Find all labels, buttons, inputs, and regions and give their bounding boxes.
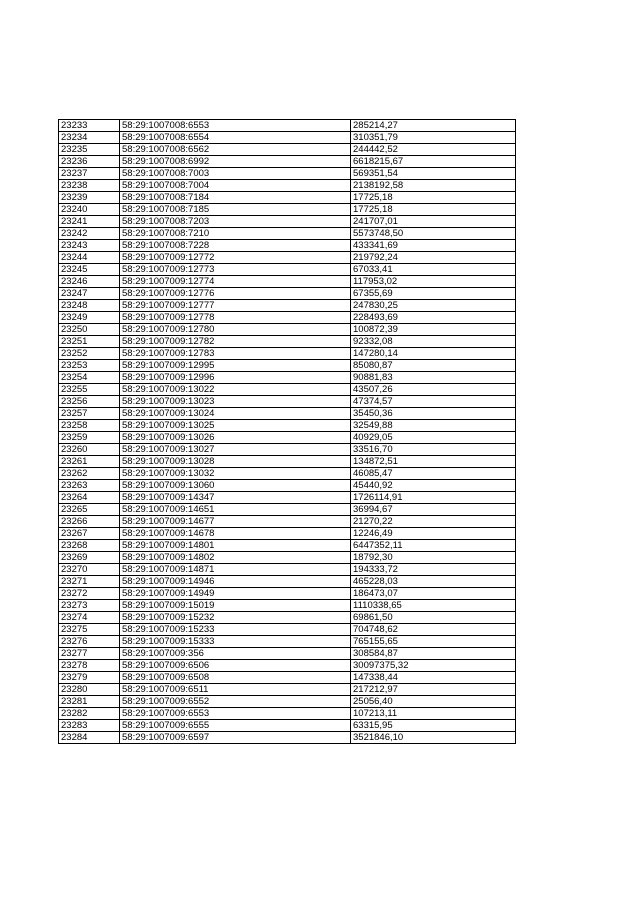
value-cell: 241707,01 xyxy=(351,216,516,228)
cadastral-number-cell: 58:29:1007009:13060 xyxy=(120,480,351,492)
row-number-cell: 23284 xyxy=(59,732,120,744)
table-row xyxy=(59,144,516,156)
value-cell: 17725,18 xyxy=(351,204,516,216)
cadastral-number-cell: 58:29:1007009:14871 xyxy=(120,564,351,576)
table-row xyxy=(59,600,516,612)
table-row xyxy=(59,264,516,276)
cadastral-number-cell: 58:29:1007009:356 xyxy=(120,648,351,660)
cadastral-number-cell: 58:29:1007008:7004 xyxy=(120,180,351,192)
table-row xyxy=(59,552,516,564)
row-number-cell: 23253 xyxy=(59,360,120,372)
cadastral-number-cell: 58:29:1007009:12995 xyxy=(120,360,351,372)
value-cell: 85080,87 xyxy=(351,360,516,372)
row-number-cell: 23280 xyxy=(59,684,120,696)
row-number-cell: 23250 xyxy=(59,324,120,336)
cadastral-number-cell: 58:29:1007009:6555 xyxy=(120,720,351,732)
value-cell: 219792,24 xyxy=(351,252,516,264)
table-row xyxy=(59,180,516,192)
table-row xyxy=(59,528,516,540)
table-row xyxy=(59,564,516,576)
value-cell: 92332,08 xyxy=(351,336,516,348)
cadastral-number-cell: 58:29:1007009:12783 xyxy=(120,348,351,360)
cadastral-number-cell: 58:29:1007008:7210 xyxy=(120,228,351,240)
data-table xyxy=(58,119,516,744)
row-number-cell: 23249 xyxy=(59,312,120,324)
row-number-cell: 23258 xyxy=(59,420,120,432)
cadastral-number-cell: 58:29:1007009:6597 xyxy=(120,732,351,744)
value-cell: 17725,18 xyxy=(351,192,516,204)
cadastral-number-cell: 58:29:1007009:14347 xyxy=(120,492,351,504)
cadastral-number-cell: 58:29:1007009:12780 xyxy=(120,324,351,336)
row-number-cell: 23272 xyxy=(59,588,120,600)
table-row xyxy=(59,336,516,348)
value-cell: 67033,41 xyxy=(351,264,516,276)
row-number-cell: 23278 xyxy=(59,660,120,672)
value-cell: 247830,25 xyxy=(351,300,516,312)
value-cell: 310351,79 xyxy=(351,132,516,144)
table-row xyxy=(59,708,516,720)
value-cell: 244442,52 xyxy=(351,144,516,156)
cadastral-number-cell: 58:29:1007009:6506 xyxy=(120,660,351,672)
cadastral-number-cell: 58:29:1007008:7228 xyxy=(120,240,351,252)
cadastral-number-cell: 58:29:1007009:13026 xyxy=(120,432,351,444)
row-number-cell: 23281 xyxy=(59,696,120,708)
table-row xyxy=(59,588,516,600)
value-cell: 569351,54 xyxy=(351,168,516,180)
table-body xyxy=(59,120,516,744)
table-row xyxy=(59,192,516,204)
value-cell: 704748,62 xyxy=(351,624,516,636)
value-cell: 35450,36 xyxy=(351,408,516,420)
row-number-cell: 23244 xyxy=(59,252,120,264)
value-cell: 308584,87 xyxy=(351,648,516,660)
cadastral-number-cell: 58:29:1007009:14677 xyxy=(120,516,351,528)
row-number-cell: 23248 xyxy=(59,300,120,312)
table-row xyxy=(59,132,516,144)
row-number-cell: 23259 xyxy=(59,432,120,444)
table-row xyxy=(59,120,516,132)
table-row xyxy=(59,576,516,588)
table-row xyxy=(59,480,516,492)
table-row xyxy=(59,540,516,552)
row-number-cell: 23247 xyxy=(59,288,120,300)
cadastral-number-cell: 58:29:1007009:12776 xyxy=(120,288,351,300)
row-number-cell: 23246 xyxy=(59,276,120,288)
row-number-cell: 23235 xyxy=(59,144,120,156)
row-number-cell: 23266 xyxy=(59,516,120,528)
table-row xyxy=(59,672,516,684)
table-row xyxy=(59,684,516,696)
table-row xyxy=(59,660,516,672)
row-number-cell: 23273 xyxy=(59,600,120,612)
cadastral-number-cell: 58:29:1007009:12996 xyxy=(120,372,351,384)
value-cell: 3521846,10 xyxy=(351,732,516,744)
cadastral-number-cell: 58:29:1007009:12774 xyxy=(120,276,351,288)
row-number-cell: 23261 xyxy=(59,456,120,468)
value-cell: 194333,72 xyxy=(351,564,516,576)
table-row xyxy=(59,240,516,252)
table-row xyxy=(59,384,516,396)
cadastral-number-cell: 58:29:1007009:12782 xyxy=(120,336,351,348)
value-cell: 25056,40 xyxy=(351,696,516,708)
table-row xyxy=(59,168,516,180)
table-row xyxy=(59,648,516,660)
cadastral-number-cell: 58:29:1007009:13027 xyxy=(120,444,351,456)
row-number-cell: 23268 xyxy=(59,540,120,552)
table-row xyxy=(59,612,516,624)
row-number-cell: 23283 xyxy=(59,720,120,732)
value-cell: 1726114,91 xyxy=(351,492,516,504)
row-number-cell: 23262 xyxy=(59,468,120,480)
cadastral-number-cell: 58:29:1007009:14801 xyxy=(120,540,351,552)
cadastral-number-cell: 58:29:1007008:6562 xyxy=(120,144,351,156)
row-number-cell: 23267 xyxy=(59,528,120,540)
value-cell: 433341,69 xyxy=(351,240,516,252)
value-cell: 465228,03 xyxy=(351,576,516,588)
table-row xyxy=(59,324,516,336)
value-cell: 100872,39 xyxy=(351,324,516,336)
table-row xyxy=(59,720,516,732)
row-number-cell: 23241 xyxy=(59,216,120,228)
cadastral-number-cell: 58:29:1007009:13023 xyxy=(120,396,351,408)
row-number-cell: 23254 xyxy=(59,372,120,384)
table-row xyxy=(59,204,516,216)
table-row xyxy=(59,372,516,384)
table-row xyxy=(59,288,516,300)
cadastral-number-cell: 58:29:1007009:13032 xyxy=(120,468,351,480)
table-row xyxy=(59,696,516,708)
cadastral-number-cell: 58:29:1007009:12772 xyxy=(120,252,351,264)
cadastral-number-cell: 58:29:1007009:13024 xyxy=(120,408,351,420)
value-cell: 36994,67 xyxy=(351,504,516,516)
cadastral-number-cell: 58:29:1007009:15233 xyxy=(120,624,351,636)
table-row xyxy=(59,636,516,648)
cadastral-number-cell: 58:29:1007009:6508 xyxy=(120,672,351,684)
table-row xyxy=(59,312,516,324)
row-number-cell: 23251 xyxy=(59,336,120,348)
row-number-cell: 23242 xyxy=(59,228,120,240)
table-row xyxy=(59,432,516,444)
value-cell: 285214,27 xyxy=(351,120,516,132)
value-cell: 147338,44 xyxy=(351,672,516,684)
cadastral-number-cell: 58:29:1007009:13025 xyxy=(120,420,351,432)
row-number-cell: 23279 xyxy=(59,672,120,684)
row-number-cell: 23275 xyxy=(59,624,120,636)
value-cell: 217212,97 xyxy=(351,684,516,696)
value-cell: 6618215,67 xyxy=(351,156,516,168)
row-number-cell: 23233 xyxy=(59,120,120,132)
row-number-cell: 23257 xyxy=(59,408,120,420)
row-number-cell: 23238 xyxy=(59,180,120,192)
value-cell: 147280,14 xyxy=(351,348,516,360)
row-number-cell: 23276 xyxy=(59,636,120,648)
value-cell: 33516,70 xyxy=(351,444,516,456)
table-row xyxy=(59,420,516,432)
value-cell: 134872,51 xyxy=(351,456,516,468)
row-number-cell: 23260 xyxy=(59,444,120,456)
value-cell: 30097375,32 xyxy=(351,660,516,672)
value-cell: 47374,57 xyxy=(351,396,516,408)
value-cell: 186473,07 xyxy=(351,588,516,600)
cadastral-number-cell: 58:29:1007008:6553 xyxy=(120,120,351,132)
row-number-cell: 23240 xyxy=(59,204,120,216)
cadastral-number-cell: 58:29:1007009:6552 xyxy=(120,696,351,708)
row-number-cell: 23269 xyxy=(59,552,120,564)
table-row xyxy=(59,396,516,408)
value-cell: 765155,65 xyxy=(351,636,516,648)
table-row xyxy=(59,492,516,504)
value-cell: 67355,69 xyxy=(351,288,516,300)
value-cell: 90881,83 xyxy=(351,372,516,384)
cadastral-number-cell: 58:29:1007009:6553 xyxy=(120,708,351,720)
row-number-cell: 23234 xyxy=(59,132,120,144)
row-number-cell: 23271 xyxy=(59,576,120,588)
table-row xyxy=(59,468,516,480)
value-cell: 107213,11 xyxy=(351,708,516,720)
table-row xyxy=(59,408,516,420)
cadastral-number-cell: 58:29:1007008:7203 xyxy=(120,216,351,228)
table-row xyxy=(59,216,516,228)
cadastral-number-cell: 58:29:1007009:14651 xyxy=(120,504,351,516)
cadastral-number-cell: 58:29:1007009:12777 xyxy=(120,300,351,312)
row-number-cell: 23282 xyxy=(59,708,120,720)
table-row xyxy=(59,252,516,264)
value-cell: 228493,69 xyxy=(351,312,516,324)
value-cell: 12246,49 xyxy=(351,528,516,540)
cadastral-number-cell: 58:29:1007009:14802 xyxy=(120,552,351,564)
cadastral-number-cell: 58:29:1007008:7185 xyxy=(120,204,351,216)
table-row xyxy=(59,504,516,516)
row-number-cell: 23277 xyxy=(59,648,120,660)
value-cell: 32549,88 xyxy=(351,420,516,432)
table-row xyxy=(59,444,516,456)
value-cell: 117953,02 xyxy=(351,276,516,288)
row-number-cell: 23255 xyxy=(59,384,120,396)
cadastral-number-cell: 58:29:1007009:13022 xyxy=(120,384,351,396)
table-row xyxy=(59,156,516,168)
table-row xyxy=(59,276,516,288)
row-number-cell: 23256 xyxy=(59,396,120,408)
value-cell: 69861,50 xyxy=(351,612,516,624)
value-cell: 63315,95 xyxy=(351,720,516,732)
table-row xyxy=(59,732,516,744)
cadastral-number-cell: 58:29:1007009:15019 xyxy=(120,600,351,612)
cadastral-number-cell: 58:29:1007009:14949 xyxy=(120,588,351,600)
cadastral-number-cell: 58:29:1007009:6511 xyxy=(120,684,351,696)
value-cell: 5573748,50 xyxy=(351,228,516,240)
table-row xyxy=(59,360,516,372)
table-row xyxy=(59,456,516,468)
value-cell: 1110338,65 xyxy=(351,600,516,612)
value-cell: 43507,26 xyxy=(351,384,516,396)
row-number-cell: 23263 xyxy=(59,480,120,492)
cadastral-number-cell: 58:29:1007008:7003 xyxy=(120,168,351,180)
row-number-cell: 23252 xyxy=(59,348,120,360)
row-number-cell: 23236 xyxy=(59,156,120,168)
table-row xyxy=(59,624,516,636)
row-number-cell: 23265 xyxy=(59,504,120,516)
row-number-cell: 23264 xyxy=(59,492,120,504)
value-cell: 46085,47 xyxy=(351,468,516,480)
cadastral-number-cell: 58:29:1007009:14946 xyxy=(120,576,351,588)
row-number-cell: 23237 xyxy=(59,168,120,180)
value-cell: 21270,22 xyxy=(351,516,516,528)
value-cell: 40929,05 xyxy=(351,432,516,444)
row-number-cell: 23239 xyxy=(59,192,120,204)
row-number-cell: 23274 xyxy=(59,612,120,624)
value-cell: 2138192,58 xyxy=(351,180,516,192)
table-row xyxy=(59,348,516,360)
row-number-cell: 23243 xyxy=(59,240,120,252)
value-cell: 18792,30 xyxy=(351,552,516,564)
value-cell: 6447352,11 xyxy=(351,540,516,552)
cadastral-number-cell: 58:29:1007009:15333 xyxy=(120,636,351,648)
table-row xyxy=(59,516,516,528)
cadastral-number-cell: 58:29:1007008:7184 xyxy=(120,192,351,204)
cadastral-number-cell: 58:29:1007008:6554 xyxy=(120,132,351,144)
cadastral-number-cell: 58:29:1007009:15232 xyxy=(120,612,351,624)
cadastral-number-cell: 58:29:1007009:14678 xyxy=(120,528,351,540)
row-number-cell: 23245 xyxy=(59,264,120,276)
cadastral-number-cell: 58:29:1007009:12778 xyxy=(120,312,351,324)
row-number-cell: 23270 xyxy=(59,564,120,576)
cadastral-number-cell: 58:29:1007009:13028 xyxy=(120,456,351,468)
value-cell: 45440,92 xyxy=(351,480,516,492)
cadastral-number-cell: 58:29:1007009:12773 xyxy=(120,264,351,276)
cadastral-number-cell: 58:29:1007008:6992 xyxy=(120,156,351,168)
table-row xyxy=(59,228,516,240)
table-row xyxy=(59,300,516,312)
